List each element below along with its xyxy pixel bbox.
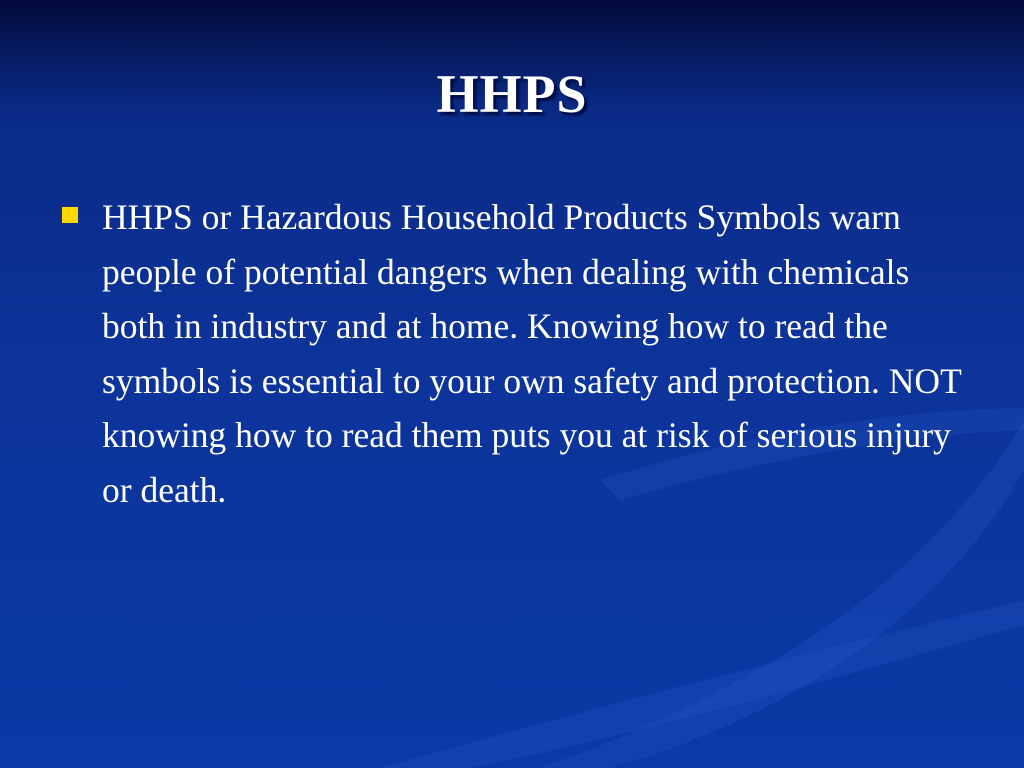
bullet-text: HHPS or Hazardous Household Products Symbols warn people of potential dangers when dealing with chemicals both in industry and at home. Knowing how to read the symbols is essential to your own safety and protection. NOT knowing how to read them puts you at risk of serious injury or death. bbox=[102, 197, 962, 510]
square-bullet-icon bbox=[62, 207, 78, 223]
slide-title: HHPS bbox=[436, 64, 588, 124]
